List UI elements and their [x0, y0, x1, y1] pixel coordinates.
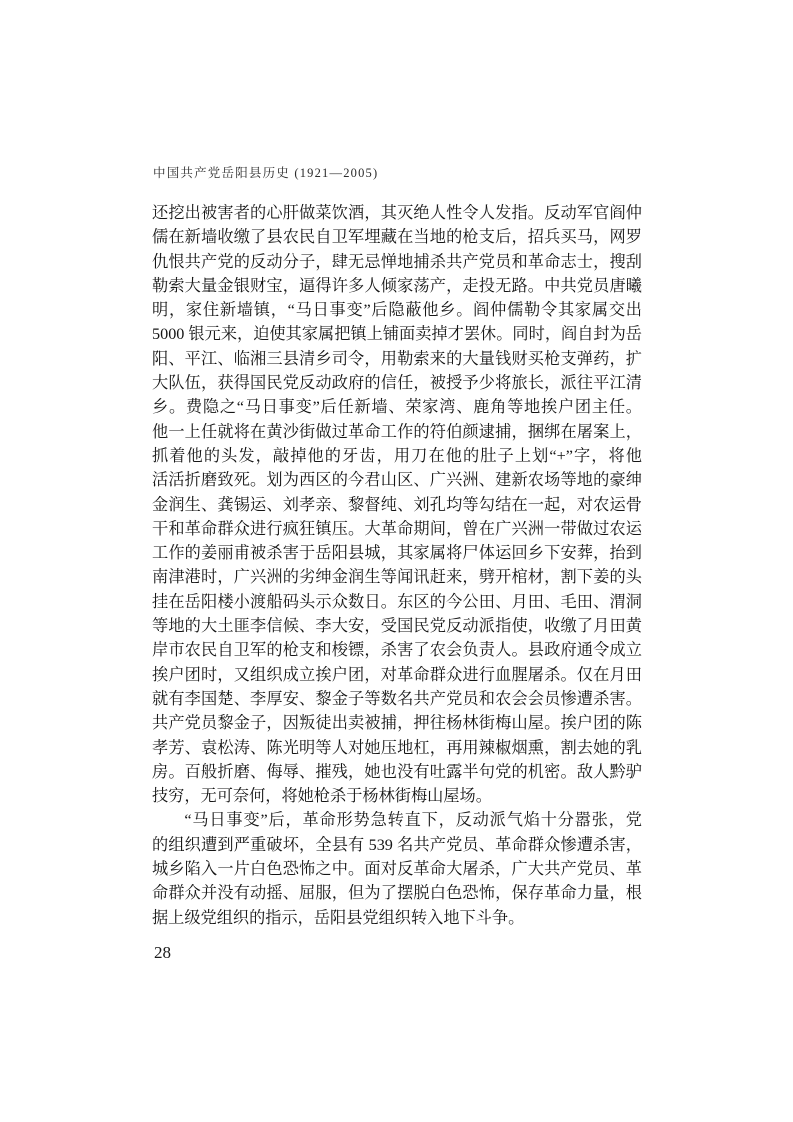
text-line: 房。百般折磨、侮辱、摧残，她也没有吐露半句党的机密。敌人黔驴	[152, 762, 642, 781]
text-line: 共产党员黎金子，因叛徒出卖被捕，押往杨林街梅山屋。挨户团的陈	[152, 714, 642, 733]
body-text	[152, 201, 642, 930]
text-line: “马日事变”后，革命形势急转直下，反动派气焰十分嚣张，党	[184, 811, 642, 830]
text-line: 阳、平江、临湘三县清乡司令，用勒索来的大量钱财买枪支弹药，扩	[152, 349, 642, 368]
text-line: 工作的姜丽甫被杀害于岳阳县城，其家属将尸体运回乡下安葬，抬到	[152, 544, 642, 563]
text-line: 南津港时，广兴洲的劣绅金润生等闻讯赶来，劈开棺材，割下姜的头	[152, 568, 642, 587]
text-line: 金润生、龚锡运、刘孝亲、黎督纯、刘孔均等勾结在一起，对农运骨	[152, 495, 642, 514]
text-line: 儒在新墙收缴了县农民自卫军埋藏在当地的枪支后，招兵买马，网罗	[152, 228, 642, 247]
text-line: 命群众并没有动摇、屈服，但为了摆脱白色恐怖，保存革命力量，根	[152, 884, 642, 903]
text-line: 乡。费隐之“马日事变”后任新墙、荣家湾、鹿角等地挨户团主任。	[152, 398, 642, 417]
text-line: 5000 银元来，迫使其家属把镇上铺面卖掉才罢休。同时，阎自封为岳	[152, 325, 642, 344]
text-line: 大队伍，获得国民党反动政府的信任，被授予少将旅长，派往平江清	[152, 374, 642, 393]
text-line: 就有李国楚、李厚安、黎金子等数名共产党员和农会会员惨遭杀害。	[152, 689, 642, 708]
text-line: 挂在岳阳楼小渡船码头示众数日。东区的今公田、月田、毛田、渭洞	[152, 592, 642, 611]
text-line: 孝芳、袁松涛、陈光明等人对她压地杠，再用辣椒烟熏，割去她的乳	[152, 738, 642, 757]
text-line: 还挖出被害者的心肝做菜饮酒，其灭绝人性令人发指。反动军官阎仲	[152, 204, 642, 222]
text-line: 技穷，无可奈何，将她枪杀于杨林街梅山屋场。	[152, 787, 492, 806]
text-line: 城乡陷入一片白色恐怖之中。面对反革命大屠杀，广大共产党员、革	[152, 860, 642, 879]
paragraph-1	[152, 201, 642, 808]
text-line: 明，家住新墙镇，“马日事变”后隐蔽他乡。阎仲儒勒令其家属交出	[152, 301, 642, 320]
text-line: 活活折磨致死。划为西区的今君山区、广兴洲、建新农场等地的豪绅	[152, 471, 642, 490]
text-line: 的组织遭到严重破坏，全县有 539 名共产党员、革命群众惨遭杀害，	[152, 835, 642, 854]
text-line: 他一上任就将在黄沙街做过革命工作的符伯颜逮捕，捆绑在屠案上，	[152, 422, 642, 441]
text-line: 岸市农民自卫军的枪支和梭镖，杀害了农会负责人。县政府通令成立	[152, 641, 642, 660]
text-line: 仇恨共产党的反动分子，肆无忌惮地捕杀共产党员和革命志士，搜刮	[152, 252, 642, 271]
text-line: 干和革命群众进行疯狂镇压。大革命期间，曾在广兴洲一带做过农运	[152, 519, 642, 538]
text-line: 挨户团时，又组织成立挨户团，对革命群众进行血腥屠杀。仅在月田	[152, 665, 642, 684]
paragraph-2	[152, 808, 642, 929]
text-line: 勒索大量金银财宝，逼得许多人倾家荡产，走投无路。中共党员唐曦	[152, 276, 642, 295]
text-line: 据上级党组织的指示，岳阳县党组织转入地下斗争。	[152, 908, 525, 927]
text-line: 等地的大土匪李信候、李大安，受国民党反动派指使，收缴了月田黄	[152, 617, 642, 636]
page-number: 28	[154, 943, 171, 962]
text-line: 抓着他的头发，敲掉他的牙齿，用刀在他的肚子上划“+”字，将他	[152, 446, 642, 465]
running-header: 中国共产党岳阳县历史 (1921—2005)	[153, 166, 379, 180]
